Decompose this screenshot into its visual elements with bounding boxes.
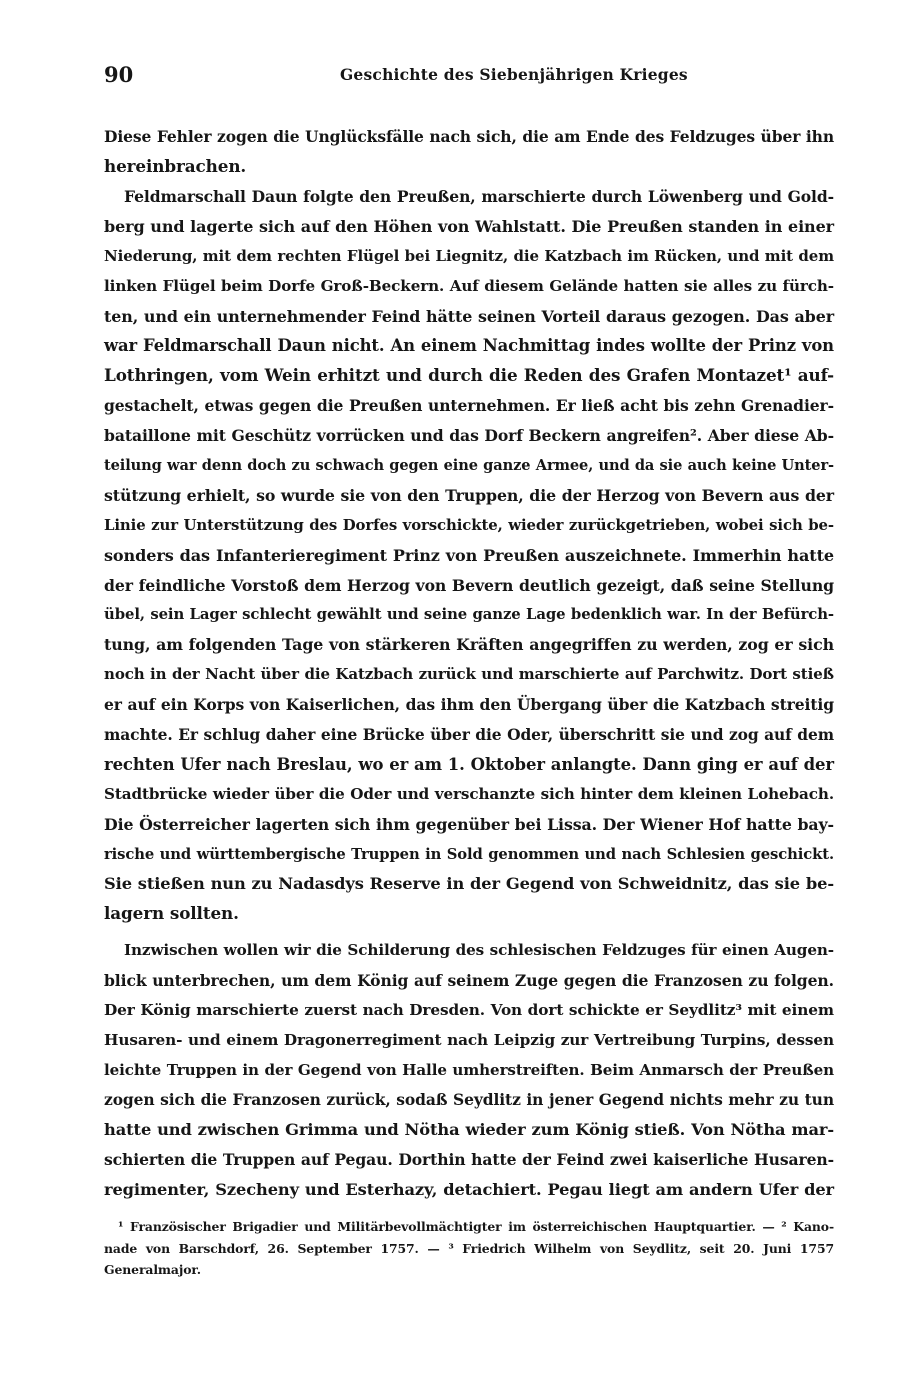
footnote-line: ¹ Französischer Brigadier und Militärbevollmächtigter im österreichischen Hauptquartier. — ² Kano- <box>118 1219 834 1234</box>
text-line: der feindliche Vorstoß dem Herzog von Bevern deutlich gezeigt, daß seine Stellung <box>104 575 834 595</box>
text-line: Niederung, mit dem rechten Flügel bei Liegnitz, die Katzbach im Rücken, und mit dem <box>104 246 834 265</box>
text-line: Die Österreicher lagerten sich ihm gegenüber bei Lissa. Der Wiener Hof hatte bay- <box>104 814 834 834</box>
paragraph-2 <box>104 182 834 929</box>
text-line: noch in der Nacht über die Katzbach zurück und marschierte auf Parchwitz. Dort stieß <box>104 665 834 684</box>
paragraph-3 <box>104 936 834 1205</box>
text-line: ten, und ein unternehmender Feind hätte seinen Vorteil daraus gezogen. Das aber <box>104 306 834 326</box>
text-line: lagern sollten. <box>104 903 239 924</box>
footnote-line: Generalmajor. <box>104 1262 201 1278</box>
text-line: machte. Er schlug daher eine Brücke über die Oder, überschritt sie und zog auf dem <box>104 725 834 745</box>
text-line: hereinbrachen. <box>104 155 247 176</box>
text-line: Diese Fehler zogen die Unglücksfälle nach sich, die am Ende des Feldzuges über ihn <box>104 127 834 146</box>
page-header <box>104 62 824 92</box>
text-line: Feldmarschall Daun folgte den Preußen, marschierte durch Löwenberg und Gold- <box>124 187 834 206</box>
text-line: gestachelt, etwas gegen die Preußen unternehmen. Er ließ acht bis zehn Grenadier- <box>104 396 834 416</box>
text-line: Stadtbrücke wieder über die Oder und verschanzte sich hinter dem kleinen Lohebach. <box>104 784 834 803</box>
text-line: Linie zur Unterstützung des Dorfes vorschickte, wieder zurückgetrieben, wobei sich be- <box>104 515 834 534</box>
text-line: linken Flügel beim Dorfe Groß-Beckern. Auf diesem Gelände hatten sie alles zu fürch- <box>104 276 834 295</box>
text-line: schierten die Truppen auf Pegau. Dorthin hatte der Feind zwei kaiserliche Husaren- <box>104 1150 834 1170</box>
text-line: hatte und zwischen Grimma und Nötha wieder zum König stieß. Von Nötha mar- <box>104 1120 834 1140</box>
text-line: berg und lagerte sich auf den Höhen von Wahlstatt. Die Preußen standen in einer <box>104 216 834 236</box>
text-line: zogen sich die Franzosen zurück, sodaß Seydlitz in jener Gegend nichts mehr zu tun <box>104 1090 834 1110</box>
footnotes <box>104 1216 834 1281</box>
text-line: leichte Truppen in der Gegend von Halle umherstreiften. Beim Anmarsch der Preußen <box>104 1060 834 1079</box>
text-line: bataillone mit Geschütz vorrücken und das Dorf Beckern angreifen². Aber diese Ab- <box>104 426 834 446</box>
page-number: 90 <box>104 62 134 87</box>
text-line: Lothringen, vom Wein erhitzt und durch die Reden des Grafen Montazet¹ auf- <box>104 365 834 386</box>
text-line: er auf ein Korps von Kaiserlichen, das ihm den Übergang über die Katzbach streitig <box>104 695 834 715</box>
footnote-line: nade von Barschdorf, 26. September 1757. — ³ Friedrich Wilhelm von Seydlitz, seit 20. Juni 1757 <box>104 1240 834 1256</box>
paragraph-1 <box>104 122 834 182</box>
text-line: übel, sein Lager schlecht gewählt und seine ganze Lage bedenklich war. In der Befürch- <box>104 605 834 624</box>
text-line: war Feldmarschall Daun nicht. An einem Nachmittag indes wollte der Prinz von <box>104 336 834 356</box>
text-line: rische und württembergische Truppen in Sold genommen und nach Schlesien geschickt. <box>104 845 834 863</box>
running-title: Geschichte des Siebenjährigen Krieges <box>340 65 688 84</box>
text-line: regimenter, Szecheny und Esterhazy, detachiert. Pegau liegt am andern Ufer der <box>104 1180 834 1200</box>
text-line: tung, am folgenden Tage von stärkeren Kräften angegriffen zu werden, zog er sich <box>104 635 834 655</box>
text-line: stützung erhielt, so wurde sie von den Truppen, die der Herzog von Bevern aus der <box>104 485 834 505</box>
text-line: sonders das Infanterieregiment Prinz von Preußen auszeichnete. Immerhin hatte <box>104 545 834 565</box>
text-line: teilung war denn doch zu schwach gegen eine ganze Armee, und da sie auch keine Unter- <box>104 457 834 475</box>
text-line: Husaren- und einem Dragonerregiment nach Leipzig zur Vertreibung Turpins, dessen <box>104 1030 834 1049</box>
text-line: Inzwischen wollen wir die Schilderung des schlesischen Feldzuges für einen Augen- <box>124 941 834 959</box>
text-line: rechten Ufer nach Breslau, wo er am 1. Oktober anlangte. Dann ging er auf der <box>104 754 834 774</box>
text-line: Sie stießen nun zu Nadasdys Reserve in der Gegend von Schweidnitz, das sie be- <box>104 874 834 894</box>
text-line: Der König marschierte zuerst nach Dresden. Von dort schickte er Seydlitz³ mit einem <box>104 1000 834 1019</box>
text-line: blick unterbrechen, um dem König auf seinem Zuge gegen die Franzosen zu folgen. <box>104 970 834 990</box>
